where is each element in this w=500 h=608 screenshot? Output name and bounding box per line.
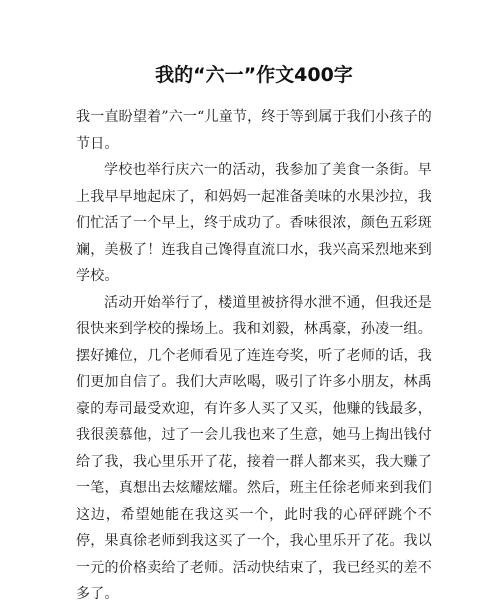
essay-paragraph-1: 我一直盼望着”六一“儿童节，终于等到属于我们小孩子的节日。 [76,109,432,152]
essay-paragraph-3: 活动开始举行了，楼道里被挤得水泄不通，但我还是很快来到学校的操场上。我和刘毅，林禹豪，孙凌一组。摆好摊位，几个老师看见了连连夸奖，听了老师的话，我们更加自信了。我们大声吆喝，吸引了许多小朋友，林禹豪的寿司最受欢迎，有许多人买了又买，他赚的钱最多，我很羡慕他，过了一会儿我也来了生意，她马上掏出钱付给了我，我心里乐开了花，接着一群人都来买，我大赚了一笔，真想出去炫耀炫耀。然后，班主任徐老师来到我们这边，希望她能在我这买一个，此时我的心砰砰跳个不停，果真徐老师到我这买了一个，我心里乐开了花。我以一元的价格卖给了老师。活动快结束了，我已经买的差不多了。 [76,294,432,602]
essay-title: 我的“六一”作文400字 [155,64,353,86]
essay-paragraph-2: 学校也举行庆六一的活动，我参加了美食一条街。早上我早早地起床了，和妈妈一起准备美味的水果沙拉，我们忙活了一个早上，终于成功了。香味很浓，颜色五彩斑斓，美极了！连我自己馋得直流口水，我兴高采烈地来到学校。 [76,162,432,284]
